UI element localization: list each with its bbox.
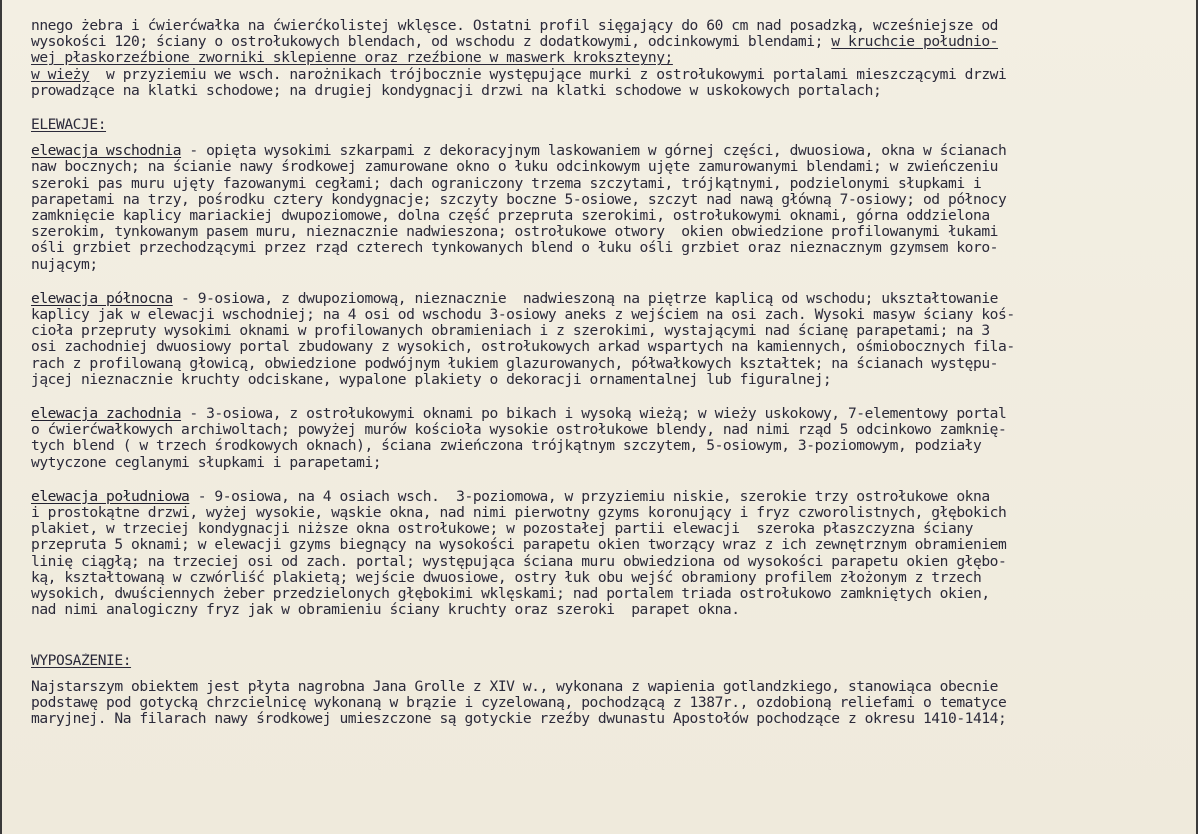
- wschodnia-title: elewacja wschodnia: [31, 143, 182, 160]
- intro-line-4: w wieży w przyziemiu we wsch. narożnikach trójbocznie występujące murki z ostrołukowymi portalami mieszczącymi drzwi: [31, 66, 1007, 83]
- wschodnia-line-6: szerokim, tynkowanym pasem muru, nieznacznie nadwieszona; ostrołukowe otwory okien obwiedzione profilowanymi łukami: [31, 224, 998, 241]
- zachodnia-title: elewacja zachodnia: [31, 406, 182, 423]
- wschodnia-line-3: szeroki pas muru ujęty fazowanymi cegłami; dach ograniczony trzema szczytami, trójkątnymi, podzielonymi słupkami i: [31, 175, 982, 192]
- poludniowa-line-4: przepruta 5 oknami; w elewacji gzyms biegnący na wysokości parapetu okien tworzący wraz z ich zewnętrznym obramieniem: [31, 537, 1007, 554]
- wschodnia-line-1: elewacja wschodnia - opięta wysokimi szkarpami z dekoracyjnym laskowaniem w górnej części, dwuosiowa, okna w ścianach: [31, 143, 1007, 160]
- wyposazenie-line-2: podstawę pod gotycką chrzcielnicę wykonaną w brązie i cyzelowaną, pochodzącą z 1387r., ozdobioną reliefami o tematyce: [31, 694, 1007, 711]
- wschodnia-line-5: zamknięcie kaplicy mariackiej dwupoziomowe, dolna część przepruta szerokimi, ostrołukowymi oknami, górna oddzielona: [31, 208, 990, 225]
- poludniowa-line-1: elewacja południowa - 9-osiowa, na 4 osiach wsch. 3-poziomowa, w przyziemiu niskie, szerokie trzy ostrołukowe okna: [31, 488, 990, 505]
- intro-line-3: wej płaskorzeźbione zworniki sklepienne oraz rzeźbione w maswerk krokszteyny;: [31, 50, 673, 67]
- page-edge-left: [0, 0, 2, 834]
- polnocna-line-4: osi zachodniej dwuosiowy portal zbudowany z wysokich, ostrołukowych arkad wspartych na kamiennych, ośmiobocznych fila-: [31, 339, 1015, 356]
- zachodnia-line-4: wytyczone ceglanymi słupkami i parapetami;: [31, 454, 382, 471]
- wschodnia-line-8: nującym;: [31, 256, 98, 273]
- polnocna-title: elewacja północna: [31, 290, 173, 307]
- polnocna-line-6: jącej nieznacznie kruchty odciskane, wypalone plakiety o dekoracji ornamentalnej lub figuralnej;: [31, 371, 832, 388]
- kruchta-underlined: w kruchcie południo-: [831, 34, 999, 51]
- wyposazenie-line-1: Najstarszym obiektem jest płyta nagrobna Jana Grolle z XIV w., wykonana z wapienia gotlandzkiego, stanowiąca obecnie: [31, 678, 998, 695]
- poludniowa-line-6: ką, kształtowaną w czwórliść plakietą; wejście dwuosiowe, ostry łuk obu wejść obramiony profilem złożonym z trzech: [31, 569, 982, 586]
- wyposazenie-line-3: maryjnej. Na filarach nawy środkowej umieszczone są gotyckie rzeźby dwunastu Apostołów pochodzące z okresu 1410-1414;: [31, 711, 1007, 728]
- wyposazenie-heading: WYPOSAŻENIE:: [31, 652, 132, 669]
- wschodnia-line-7: ośli grzbiet przechodzącymi przez rząd czterech tynkowanych blend o łuku ośli grzbiet oraz nieznacznym gzymsem koro-: [31, 240, 998, 257]
- poludniowa-line-3: plakiet, w trzeciej kondygnacji niższe okna ostrołukowe; w pozostałej partii elewacji szeroka płaszczyzna ściany: [31, 521, 973, 538]
- polnocna-line-1: elewacja północna - 9-osiowa, z dwupoziomową, nieznacznie nadwieszoną na piętrze kaplicą od wschodu; ukształtowanie: [31, 290, 999, 307]
- polnocna-line-5: rach z profilowaną głowicą, obwiedzione podwójnym łukiem glazurowanych, półwałkowych kształtek; na ścianach występu-: [31, 355, 998, 372]
- poludniowa-line-7: wysokich, dwuściennych żeber przedzielonych głębokimi wklęskami; nad portalem triada ostrołukowo zamkniętych okien,: [31, 586, 990, 603]
- poludniowa-line-5: linię ciągłą; na trzeciej osi od zach. portal; występująca ściana muru obwiedziona od wysokości parapetu okien głębo-: [31, 553, 1007, 570]
- wschodnia-line-4: parapetami na trzy, pośrodku cztery kondygnacje; szczyty boczne 5-osiowe, szczyt nad nawą główną 7-osiowy; od północy: [31, 191, 1007, 208]
- wieza-underlined: w wieży: [31, 66, 90, 83]
- poludniowa-line-2: i prostokątne drzwi, wyżej wysokie, wąskie okna, nad nimi pierwotny gzyms koronujący i fryz czworolistnych, głębokich: [31, 505, 1007, 522]
- zachodnia-line-3: tych blend ( w trzech środkowych oknach), ściana zwieńczona trójkątnym szczytem, 5-osiowym, 3-poziomowym, podziały: [31, 438, 982, 455]
- polnocna-line-3: cioła przepruty wysokimi oknami w profilowanych obramieniach i z szerokimi, wystającymi nad ścianę parapetami; na 3: [31, 323, 990, 340]
- elewacje-heading: ELEWACJE:: [31, 117, 107, 134]
- intro-line-1: nnego żebra i ćwierćwałka na ćwierćkolistej wklęsce. Ostatni profil sięgający do 60 cm nad posadzką, wcześniejsze od: [31, 18, 998, 34]
- poludniowa-line-8: nad nimi analogiczny fryz jak w obramieniu ściany kruchty oraz szeroki parapet okna.: [31, 602, 740, 619]
- poludniowa-title: elewacja południowa: [31, 488, 190, 505]
- wschodnia-line-2: naw bocznych; na ścianie nawy środkowej zamurowane okno o łuku odcinkowym ujęte zamurowanymi blendami; w zwieńczeniu: [31, 159, 998, 176]
- polnocna-line-2: kaplicy jak w elewacji wschodniej; na 4 osi od wschodu 3-osiowy aneks z wejściem na osi zach. Wysoki masyw ściany koś-: [31, 307, 1015, 324]
- intro-line-2: wysokości 120; ściany o ostrołukowych blendach, od wschodu z dodatkowymi, odcinkowymi blendami; w kruchcie południo-: [31, 34, 999, 51]
- intro-line-5: prowadzące na klatki schodowe; na drugiej kondygnacji drzwi na klatki schodowe w uskokowych portalach;: [31, 82, 882, 99]
- zachodnia-line-2: o ćwierćwałkowych archiwoltach; powyżej murów kościoła wysokie ostrołukowe blendy, nad nimi rząd 5 odcinkowo zamknię-: [31, 422, 1007, 439]
- zachodnia-line-1: elewacja zachodnia - 3-osiowa, z ostrołukowymi oknami po bikach i wysoką wieżą; w wieży uskokowy, 7-elementowy portal: [31, 406, 1007, 423]
